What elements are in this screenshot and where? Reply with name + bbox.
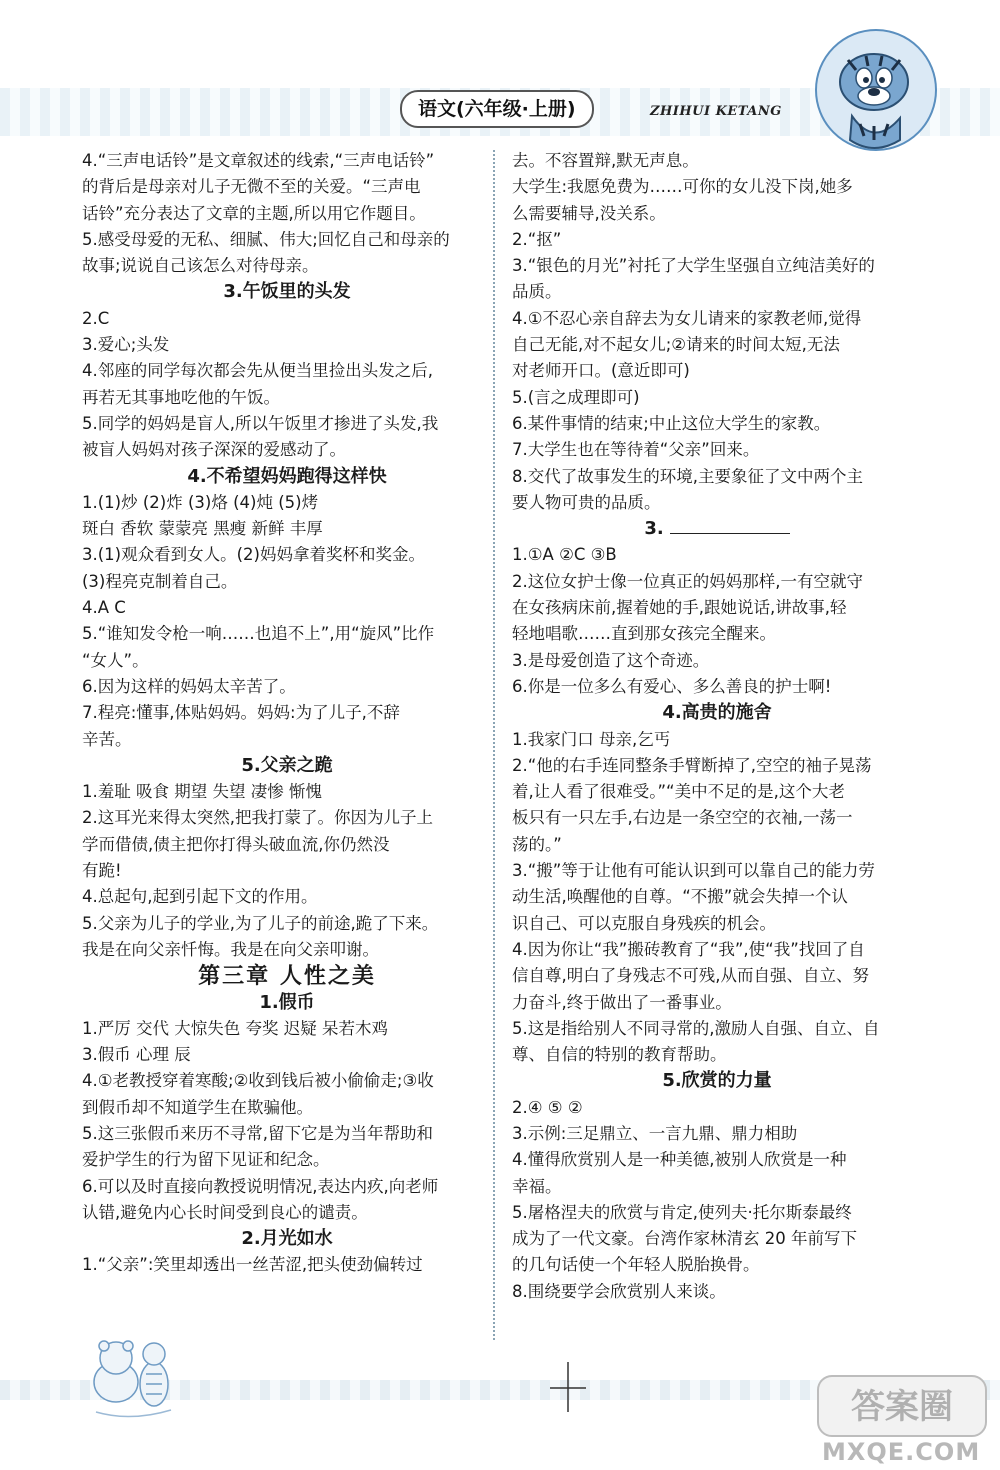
answer-line: 8.交代了故事发生的环境,主要象征了文中两个主 — [512, 466, 863, 486]
answer-line: 3.是母爱创造了这个奇迹。 — [512, 650, 710, 670]
answer-line: 2.C — [82, 308, 110, 328]
answer-line: 3.爱心;头发 — [82, 335, 170, 355]
answer-line: 1.①A ②C ③B — [512, 545, 617, 565]
answer-line: 1.严厉 交代 大惊失色 夸奖 迟疑 呆若木鸡 — [82, 1018, 388, 1038]
section-heading: 4.高贵的施舍 — [662, 702, 772, 724]
chapter-heading: 第三章 人性之美 — [198, 963, 376, 990]
watermark-logo-text: 答案圈 — [851, 1387, 953, 1427]
answer-line: 话铃”充分表达了文章的主题,所以用它作题目。 — [82, 203, 426, 223]
answer-line: 么需要辅导,没关系。 — [512, 203, 666, 223]
answer-line: 4.总起句,起到引起下文的作用。 — [82, 887, 318, 907]
section-heading: 3.午饭里的头发 — [223, 281, 351, 303]
answer-line: 力奋斗,终于做出了一番事业。 — [512, 992, 732, 1012]
answer-line: 5.父亲为儿子的学业,为了儿子的前途,跪了下来。 — [82, 913, 439, 933]
answer-line: 2.“抠” — [512, 229, 562, 249]
answer-line: 被盲人妈妈对孩子深深的爱感动了。 — [82, 440, 346, 460]
answer-line: 再若无其事地吃他的午饭。 — [82, 387, 280, 407]
answer-line: 1.“父亲”:笑里却透出一丝苦涩,把头使劲偏转过 — [82, 1255, 423, 1275]
watermark-url: MXQE.COM — [822, 1438, 981, 1466]
answer-line: 的几句话使一个年轻人脱胎换骨。 — [512, 1255, 760, 1275]
answer-line: 5.“谁知发令枪一响……也追不上”,用“旋风”比作 — [82, 624, 435, 644]
answer-line: 4.因为你让“我”搬砖教育了“我”,使“我”找回了自 — [512, 939, 865, 959]
answer-line: 7.程亮:懂事,体贴妈妈。妈妈:为了儿子,不辞 — [82, 703, 400, 723]
answer-line: 故事;说说自己该怎么对待母亲。 — [82, 256, 319, 276]
answer-line: 着,让人看了很难受。”“美中不足的是,这个大老 — [512, 782, 845, 802]
answer-line: 幸福。 — [512, 1176, 562, 1196]
answer-line: 有跪! — [82, 861, 122, 881]
answer-line: 2.④ ⑤ ② — [512, 1097, 583, 1117]
answer-line: 5.同学的妈妈是盲人,所以午饭里才掺进了头发,我 — [82, 413, 439, 433]
column-divider — [493, 150, 495, 1340]
answer-line: 识自己、可以克服自身残疾的机会。 — [512, 913, 776, 933]
answer-line: 在女孩病床前,握着她的手,跟她说话,讲故事,轻 — [512, 598, 847, 618]
page-header-title: 语文(六年级·上册) — [400, 90, 594, 128]
page-header-subtitle: ZHIHUI KETANG — [650, 104, 782, 119]
answer-line: 5.屠格涅夫的欣赏与肯定,使列夫·托尔斯泰最终 — [512, 1202, 852, 1222]
answer-line: 2.“他的右手连同整条手臂断掉了,空空的袖子晃荡 — [512, 755, 872, 775]
answer-line: 5.感受母爱的无私、细腻、伟大;回忆自己和母亲的 — [82, 229, 450, 249]
answer-line: 1.羞耻 吸食 期望 失望 凄惨 惭愧 — [82, 782, 322, 802]
answer-line: 尊、自信的特别的教育帮助。 — [512, 1045, 727, 1065]
answer-line: 辛苦。 — [82, 729, 132, 749]
page-crop-mark-icon — [548, 1362, 588, 1412]
answer-line: 6.因为这样的妈妈太辛苦了。 — [82, 676, 296, 696]
answer-line: 6.某件事情的结束;中止这位大学生的家教。 — [512, 413, 831, 433]
answer-line: 去。不容置辩,默无声息。 — [512, 151, 699, 170]
answer-line: 的背后是母亲对儿子无微不至的关爱。“三声电 — [82, 177, 421, 197]
answer-line: 1.(1)炒 (2)炸 (3)烙 (4)炖 (5)烤 — [82, 492, 319, 512]
answer-line: 7.大学生也在等待着“父亲”回来。 — [512, 440, 760, 460]
blank-section-heading — [512, 516, 922, 542]
answer-line: 认错,避免内心长时间受到良心的谴责。 — [82, 1202, 368, 1222]
answer-line: 6.你是一位多么有爱心、多么善良的护士啊! — [512, 676, 832, 696]
answer-line: 1.我家门口 母亲,乞丐 — [512, 729, 671, 749]
answer-line: 2.这耳光来得太突然,把我打蒙了。你因为儿子上 — [82, 808, 433, 828]
answer-line: 斑白 香软 蒙蒙亮 黑瘦 新鲜 丰厚 — [82, 519, 323, 539]
answer-line: 4.①老教授穿着寒酸;②收到钱后被小偷偷走;③收 — [82, 1071, 434, 1091]
answer-line: 成为了一代文豪。台湾作家林清玄 20 年前写下 — [512, 1229, 857, 1249]
tiger-mascot-icon — [808, 20, 938, 160]
answer-line: 要人物可贵的品质。 — [512, 492, 661, 512]
answer-line: 4.A C — [82, 598, 126, 618]
answer-line: 对老师开口。(意近即可) — [512, 361, 690, 381]
section-heading: 1.假币 — [259, 991, 315, 1013]
answer-line: 8.围绕要学会欣赏别人来谈。 — [512, 1281, 726, 1301]
answer-line: 4.①不忍心亲自辞去为女儿请来的家教老师,觉得 — [512, 308, 862, 328]
answer-line: 自己无能,对不起女儿;②请来的时间太短,无法 — [512, 335, 840, 355]
answer-line: 信自尊,明白了身残志不可残,从而自强、自立、努 — [512, 966, 869, 986]
blank-title-underline — [670, 519, 790, 534]
answer-line: 6.可以及时直接向教授说明情况,表达内疚,向老师 — [82, 1176, 439, 1196]
answer-line: 轻地唱歌……直到那女孩完全醒来。 — [512, 624, 776, 644]
watermark-logo-icon — [816, 1372, 988, 1440]
answer-line: 大学生:我愿免费为……可你的女儿没下岗,她多 — [512, 177, 853, 197]
left-answer-column — [82, 148, 492, 1279]
answer-line: 3.示例:三足鼎立、一言九鼎、鼎力相助 — [512, 1123, 798, 1143]
answer-line: 学而借债,债主把你打得头破血流,你仍然没 — [82, 834, 390, 854]
answer-line: 爱护学生的行为留下见证和纪念。 — [82, 1150, 330, 1170]
answer-line: 4.邻座的同学每次都会先从便当里捡出头发之后, — [82, 361, 433, 381]
answer-line: 3.(1)观众看到女人。(2)妈妈拿着奖杯和奖金。 — [82, 545, 425, 565]
section-number: 3. — [644, 518, 664, 540]
answer-line: 4.“三声电话铃”是文章叙述的线索,“三声电话铃” — [82, 151, 435, 170]
answer-line: 到假币却不知道学生在欺骗他。 — [82, 1097, 313, 1117]
answer-line: 4.懂得欣赏别人是一种美德,被别人欣赏是一种 — [512, 1150, 847, 1170]
answer-line: (3)程亮克制着自己。 — [82, 571, 238, 591]
answer-line: 我是在向父亲忏悔。我是在向父亲叩谢。 — [82, 939, 379, 959]
answer-line: 5.这是指给别人不同寻常的,激励人自强、自立、自 — [512, 1018, 880, 1038]
section-heading: 4.不希望妈妈跑得这样快 — [187, 465, 387, 487]
section-heading: 5.父亲之跪 — [241, 754, 333, 776]
right-answer-column — [512, 148, 922, 1305]
answer-line: 板只有一只左手,右边是一条空空的衣袖,一荡一 — [512, 808, 853, 828]
section-heading: 2.月光如水 — [241, 1228, 333, 1250]
answer-line: “女人”。 — [82, 650, 149, 670]
answer-line: 2.这位女护士像一位真正的妈妈那样,一有空就守 — [512, 571, 863, 591]
answer-line: 3.假币 心理 辰 — [82, 1045, 191, 1065]
answer-line: 3.“搬”等于让他有可能认识到可以靠自己的能力劳 — [512, 861, 875, 881]
answer-line: 3.“银色的月光”衬托了大学生坚强自立纯洁美好的 — [512, 256, 875, 276]
answer-line: 动生活,唤醒他的自尊。“不搬”就会失掉一个认 — [512, 887, 848, 907]
section-heading: 5.欣赏的力量 — [662, 1070, 772, 1092]
answer-line: 5.(言之成理即可) — [512, 387, 640, 407]
answer-line: 5.这三张假币来历不寻常,留下它是为当年帮助和 — [82, 1123, 433, 1143]
answer-line: 荡的。” — [512, 834, 562, 854]
answer-line: 品质。 — [512, 282, 562, 302]
pooh-friends-illustration-icon — [76, 1322, 186, 1432]
